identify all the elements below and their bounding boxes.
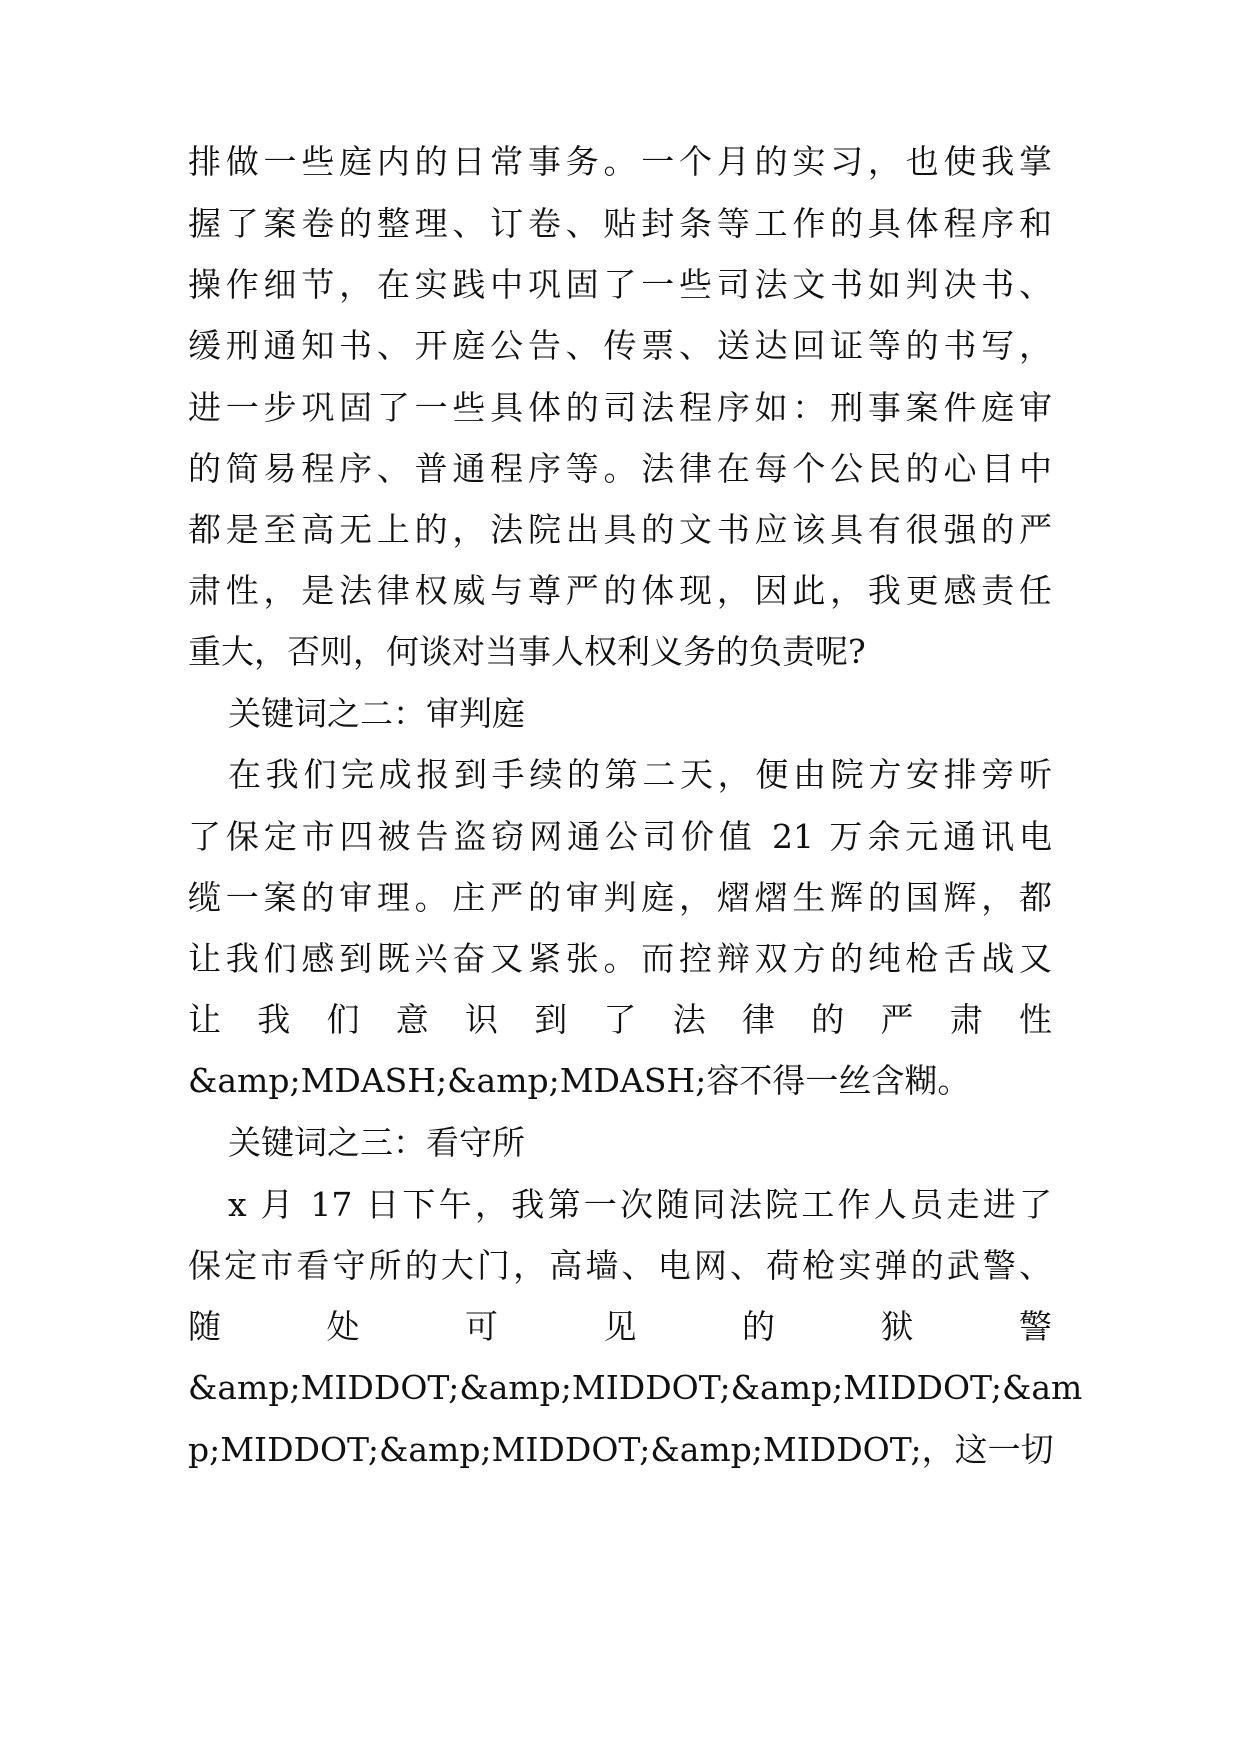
text-line: &amp;MIDDOT;&amp;MIDDOT;&amp;MIDDOT;&am [188, 1368, 1083, 1407]
text-line: p;MIDDOT;&amp;MIDDOT;&amp;MIDDOT;，这一切 [188, 1430, 1054, 1469]
text-line: 肃性，是法律权威与尊严的体现，因此，我更感责任 [188, 571, 1052, 610]
text-line: 进一步巩固了一些具体的司法程序如：刑事案件庭审 [188, 388, 1052, 427]
text-line: 随 处 可 见 的 狱 警 [188, 1307, 1052, 1346]
text-line: &amp;MDASH;&amp;MDASH;容不得一丝含糊。 [188, 1061, 971, 1100]
text-line: 排做一些庭内的日常事务。一个月的实习，也使我掌 [188, 142, 1052, 181]
text-line: x 月 17 日下午，我第一次随同法院工作人员走进了 [228, 1185, 1052, 1224]
text-line: 了保定市四被告盗窃网通公司价值 21 万余元通讯电 [188, 817, 1052, 856]
text-line: 的简易程序、普通程序等。法律在每个公民的心目中 [188, 449, 1052, 488]
text-line: 让 我 们 意 识 到 了 法 律 的 严 肃 性 [188, 1000, 1052, 1039]
text-line: 重大，否则，何谈对当事人权利义务的负责呢? [188, 632, 866, 671]
text-line: 保定市看守所的大门，高墙、电网、荷枪实弹的武警、 [188, 1246, 1052, 1285]
text-line: 都是至高无上的，法院出具的文书应该具有很强的严 [188, 510, 1052, 549]
text-line: 在我们完成报到手续的第二天，便由院方安排旁听 [228, 755, 1052, 794]
text-line: 握了案卷的整理、订卷、贴封条等工作的具体程序和 [188, 204, 1052, 243]
text-line: 让我们感到既兴奋又紧张。而控辩双方的纯枪舌战又 [188, 939, 1052, 978]
section-heading: 关键词之二：审判庭 [228, 694, 525, 733]
section-heading: 关键词之三：看守所 [228, 1123, 525, 1162]
text-line: 缓刑通知书、开庭公告、传票、送达回证等的书写， [188, 326, 1052, 365]
text-line: 缆一案的审理。庄严的审判庭，熠熠生辉的国辉，都 [188, 878, 1052, 917]
text-line: 操作细节，在实践中巩固了一些司法文书如判决书、 [188, 265, 1052, 304]
